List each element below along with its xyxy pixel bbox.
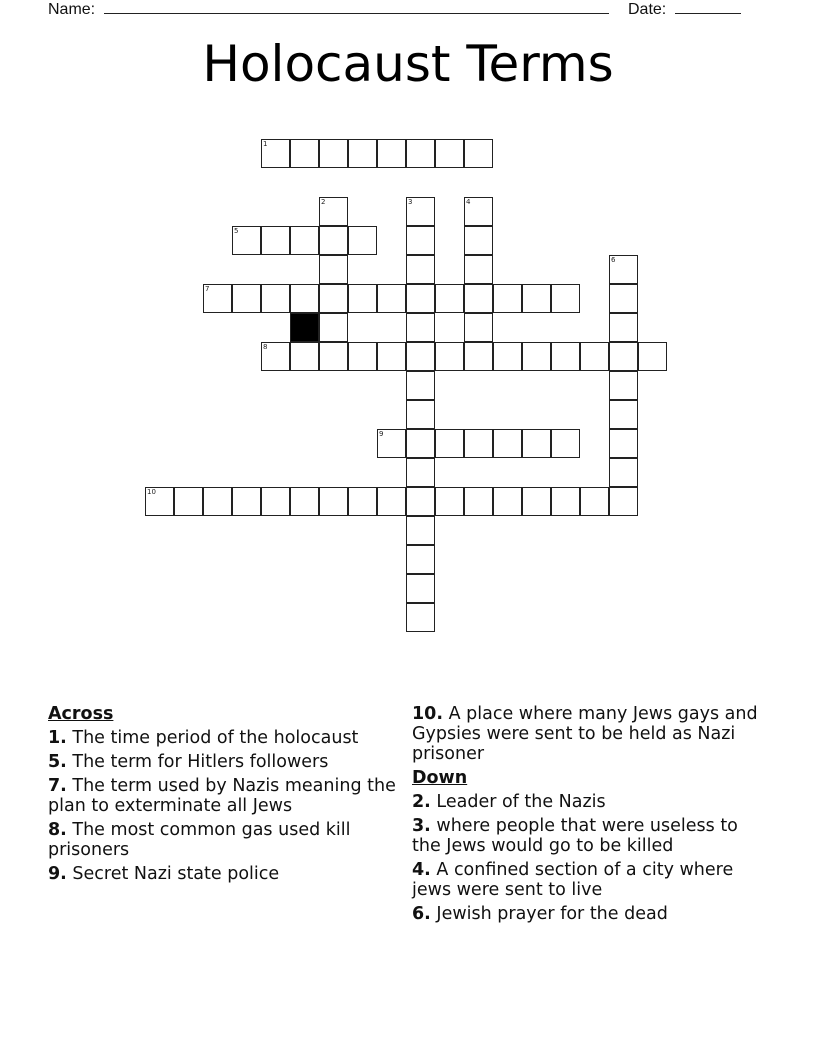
grid-cell[interactable] (464, 313, 493, 342)
clue-number: 9. (48, 864, 67, 884)
grid-cell[interactable] (406, 139, 435, 168)
grid-cell[interactable] (406, 255, 435, 284)
grid-cell[interactable] (261, 139, 290, 168)
date-field[interactable] (628, 0, 741, 19)
grid-cell[interactable] (203, 487, 232, 516)
clue-number-label: 4 (466, 198, 471, 206)
clue-text: where people that were useless to the Jews would go to be killed (412, 816, 738, 856)
clue-number-label: 9 (379, 430, 384, 438)
grid-cell[interactable] (319, 139, 348, 168)
grid-cell[interactable] (290, 342, 319, 371)
grid-cell[interactable] (406, 516, 435, 545)
grid-cell[interactable] (435, 487, 464, 516)
grid-cell[interactable] (580, 487, 609, 516)
clue-number: 7. (48, 776, 67, 796)
clue-number: 4. (412, 860, 431, 880)
grid-cell[interactable] (406, 603, 435, 632)
grid-cell[interactable] (406, 487, 435, 516)
grid-cell[interactable] (551, 429, 580, 458)
grid-cell[interactable] (406, 226, 435, 255)
clue-text: Leader of the Nazis (436, 792, 606, 812)
grid-cell[interactable] (464, 429, 493, 458)
name-field[interactable] (48, 0, 609, 19)
grid-cell[interactable] (232, 487, 261, 516)
grid-cell[interactable] (609, 371, 638, 400)
grid-cell[interactable] (290, 284, 319, 313)
grid-cell[interactable] (377, 342, 406, 371)
grid-cell[interactable] (435, 429, 464, 458)
clue-text: The term for Hitlers followers (72, 752, 329, 772)
grid-cell[interactable] (319, 197, 348, 226)
grid-cell[interactable] (348, 487, 377, 516)
grid-cell[interactable] (522, 429, 551, 458)
grid-cell[interactable] (348, 226, 377, 255)
grid-cell[interactable] (377, 139, 406, 168)
grid-cell[interactable] (406, 313, 435, 342)
clue-number-label: 6 (611, 256, 616, 264)
grid-cell[interactable] (232, 284, 261, 313)
grid-cell[interactable] (609, 458, 638, 487)
grid-cell[interactable] (435, 284, 464, 313)
clue-down-4 (412, 860, 772, 900)
clue-number-label: 8 (263, 343, 268, 351)
grid-cell[interactable] (377, 284, 406, 313)
grid-cell[interactable] (406, 371, 435, 400)
grid-cell[interactable] (609, 429, 638, 458)
grid-cell[interactable] (464, 284, 493, 313)
grid-cell[interactable] (377, 429, 406, 458)
clue-across-10 (412, 704, 772, 764)
clue-text: Secret Nazi state police (72, 864, 280, 884)
grid-cell[interactable] (580, 342, 609, 371)
clue-across-1 (48, 728, 400, 748)
grid-cell[interactable] (493, 284, 522, 313)
grid-cell[interactable] (551, 342, 580, 371)
date-label: Date: (628, 1, 667, 18)
grid-cell[interactable] (174, 487, 203, 516)
clue-number-label: 1 (263, 140, 268, 148)
clue-number: 3. (412, 816, 431, 836)
clue-number: 1. (48, 728, 67, 748)
grid-cell[interactable] (145, 487, 174, 516)
grid-cell[interactable] (609, 255, 638, 284)
across-heading: Across (48, 704, 114, 724)
clue-number: 8. (48, 820, 67, 840)
grid-cell[interactable] (493, 429, 522, 458)
grid-cell[interactable] (406, 574, 435, 603)
clues-left-column (48, 704, 400, 888)
grid-cell[interactable] (406, 284, 435, 313)
name-label: Name: (48, 1, 96, 18)
grid-block-cell (290, 313, 319, 342)
clue-across-8 (48, 820, 400, 860)
grid-cell[interactable] (522, 342, 551, 371)
grid-cell[interactable] (406, 458, 435, 487)
clue-number-label: 10 (147, 488, 156, 496)
clue-number: 5. (48, 752, 67, 772)
grid-cell[interactable] (319, 313, 348, 342)
grid-cell[interactable] (319, 255, 348, 284)
grid-cell[interactable] (609, 284, 638, 313)
grid-cell[interactable] (261, 226, 290, 255)
clue-number: 6. (412, 904, 431, 924)
grid-cell[interactable] (261, 284, 290, 313)
date-line[interactable] (675, 0, 741, 14)
name-line[interactable] (104, 0, 609, 14)
grid-cell[interactable] (406, 545, 435, 574)
grid-cell[interactable] (348, 284, 377, 313)
grid-cell[interactable] (464, 197, 493, 226)
grid-cell[interactable] (522, 487, 551, 516)
clue-across-9 (48, 864, 400, 884)
clue-text: The time period of the holocaust (72, 728, 359, 748)
grid-cell[interactable] (493, 487, 522, 516)
grid-cell[interactable] (261, 342, 290, 371)
grid-cell[interactable] (638, 342, 667, 371)
grid-cell[interactable] (290, 487, 319, 516)
grid-cell[interactable] (406, 429, 435, 458)
clue-text: The most common gas used kill prisoners (48, 820, 351, 860)
grid-cell[interactable] (609, 313, 638, 342)
down-heading: Down (412, 768, 468, 788)
clue-across-5 (48, 752, 400, 772)
clue-across-7 (48, 776, 400, 816)
clue-text: A confined section of a city where jews were sent to live (412, 860, 734, 900)
clues-right-column (412, 704, 772, 928)
clue-number: 10. (412, 704, 444, 724)
clue-number-label: 2 (321, 198, 326, 206)
grid-cell[interactable] (319, 284, 348, 313)
clue-down-3 (412, 816, 772, 856)
clue-down-6 (412, 904, 772, 924)
grid-cell[interactable] (348, 342, 377, 371)
grid-cell[interactable] (348, 139, 377, 168)
grid-cell[interactable] (290, 226, 319, 255)
clue-text: Jewish prayer for the dead (436, 904, 668, 924)
grid-cell[interactable] (609, 342, 638, 371)
grid-cell[interactable] (261, 487, 290, 516)
grid-cell[interactable] (406, 342, 435, 371)
grid-cell[interactable] (464, 226, 493, 255)
clue-number-label: 7 (205, 285, 210, 293)
grid-cell[interactable] (464, 487, 493, 516)
grid-cell[interactable] (609, 400, 638, 429)
grid-cell[interactable] (609, 487, 638, 516)
grid-cell[interactable] (232, 226, 261, 255)
grid-cell[interactable] (435, 139, 464, 168)
grid-cell[interactable] (551, 487, 580, 516)
clue-text: A place where many Jews gays and Gypsies were sent to be held as Nazi prisoner (412, 704, 758, 764)
clue-number-label: 3 (408, 198, 413, 206)
grid-cell[interactable] (290, 139, 319, 168)
page-title: Holocaust Terms (202, 35, 614, 93)
grid-cell[interactable] (203, 284, 232, 313)
grid-cell[interactable] (435, 342, 464, 371)
grid-cell[interactable] (522, 284, 551, 313)
grid-cell[interactable] (319, 487, 348, 516)
clue-text: The term used by Nazis meaning the plan to exterminate all Jews (48, 776, 396, 816)
clue-number-label: 5 (234, 227, 239, 235)
grid-cell[interactable] (377, 487, 406, 516)
grid-cell[interactable] (406, 400, 435, 429)
grid-cell[interactable] (319, 226, 348, 255)
grid-cell[interactable] (464, 139, 493, 168)
grid-cell[interactable] (493, 342, 522, 371)
clue-number: 2. (412, 792, 431, 812)
grid-cell[interactable] (464, 255, 493, 284)
grid-cell[interactable] (464, 342, 493, 371)
clue-down-2 (412, 792, 772, 812)
grid-cell[interactable] (319, 342, 348, 371)
grid-cell[interactable] (551, 284, 580, 313)
grid-cell[interactable] (406, 197, 435, 226)
